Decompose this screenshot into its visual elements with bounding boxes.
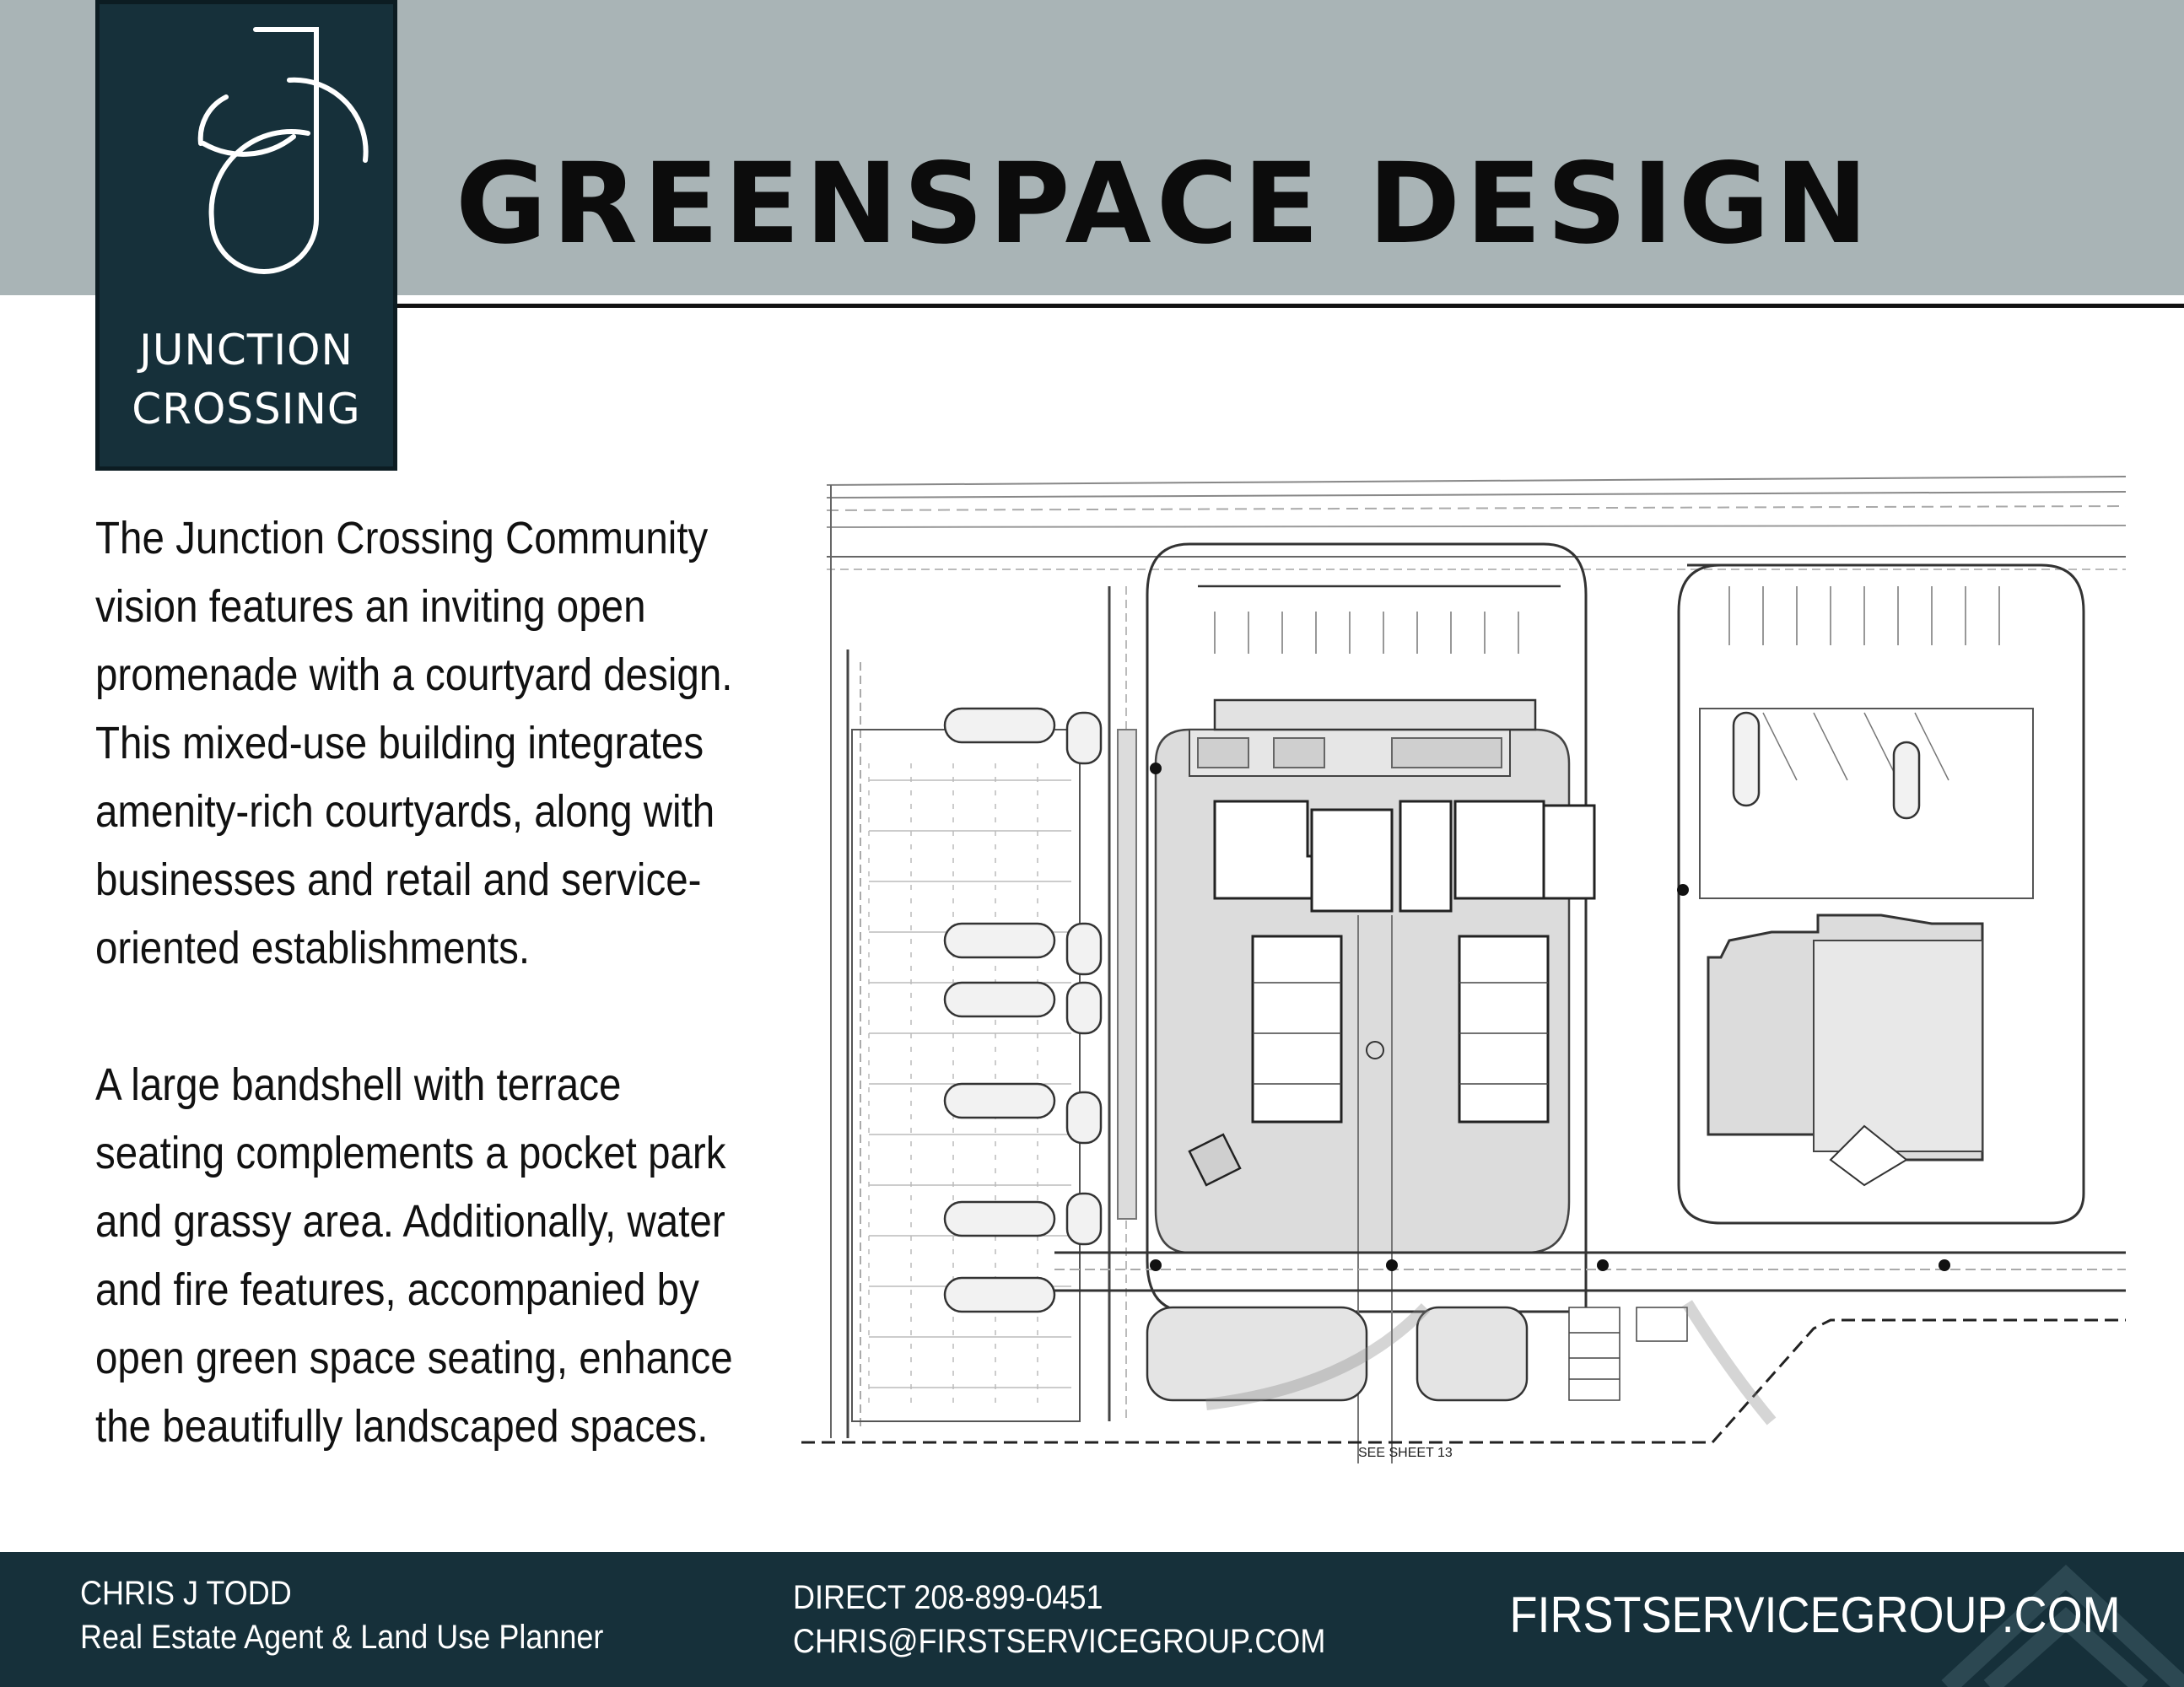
footer-bar bbox=[0, 1552, 2184, 1687]
jc-monogram-icon bbox=[121, 17, 374, 312]
text-line: and fire features, accompanied by bbox=[95, 1264, 699, 1315]
paragraph-amenities bbox=[95, 1051, 733, 1461]
header-rule bbox=[396, 304, 2184, 308]
text-line: businesses and retail and service- bbox=[95, 854, 702, 905]
text-line: vision features an inviting open bbox=[95, 581, 646, 632]
text-line: oriented establishments. bbox=[95, 923, 531, 973]
text-line: This mixed-use building integrates bbox=[95, 718, 704, 768]
site-plan-drawing bbox=[801, 460, 2126, 1472]
phone-number[interactable]: DIRECT 208-899-0451 bbox=[793, 1579, 1103, 1616]
description-text bbox=[95, 504, 733, 1461]
text-line: amenity-rich courtyards, along with bbox=[95, 786, 715, 837]
text-line: the beautifully landscaped spaces. bbox=[95, 1401, 709, 1452]
agent-title: Real Estate Agent & Land Use Planner bbox=[80, 1619, 604, 1656]
email-address[interactable]: CHRIS@FIRSTSERVICEGROUP.COM bbox=[793, 1623, 1326, 1660]
paragraph-vision bbox=[95, 504, 733, 983]
text-line: and grassy area. Additionally, water bbox=[95, 1196, 725, 1247]
text-line: open green space seating, enhance bbox=[95, 1333, 733, 1383]
text-line: promenade with a courtyard design. bbox=[95, 649, 733, 700]
page-title: GREENSPACE DESIGN bbox=[456, 139, 1874, 269]
website-link[interactable]: FIRSTSERVICEGROUP.COM bbox=[1509, 1587, 2121, 1643]
logo-line-crossing: CROSSING bbox=[132, 385, 361, 434]
sheet-reference-label: SEE SHEET 13 bbox=[1358, 1446, 1453, 1460]
agent-info bbox=[80, 1571, 603, 1659]
text-line: A large bandshell with terrace bbox=[95, 1059, 622, 1110]
contact-info bbox=[793, 1576, 1325, 1663]
text-line: seating complements a pocket park bbox=[95, 1128, 726, 1178]
logo-wordmark bbox=[95, 321, 397, 439]
text-line: The Junction Crossing Community bbox=[95, 513, 709, 563]
logo-line-junction: JUNCTION bbox=[139, 326, 353, 375]
agent-name: CHRIS J TODD bbox=[80, 1575, 292, 1612]
paragraph-gap bbox=[95, 983, 726, 1051]
junction-crossing-logo bbox=[95, 0, 397, 471]
